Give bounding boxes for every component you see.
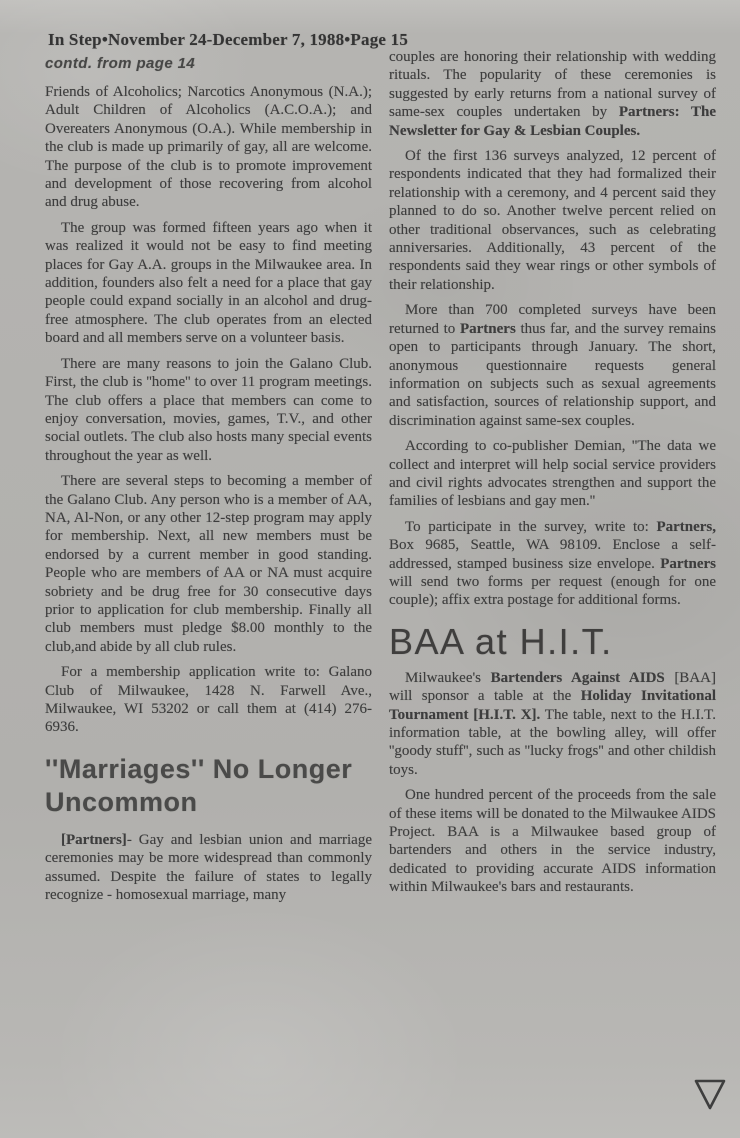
paragraph: More than 700 completed surveys have been returned to Partners thus far, and the survey remains open to participants through January. The short, anonymous questionnaire requests general information on subjects such as sexual agreements and satisfaction, sources of relationship support, and discrimination against same-sex couples. xyxy=(389,302,717,429)
paragraph: Friends of Alcoholics; Narcotics Anonymous (N.A.); Adult Children of Alcoholics (A.C.O.A.); and Overeaters Anonymous (O.A.). While membership in the club is made up primarily of gay, all are welcome. The purpose of the club is to promote improvement and development of those recovering from alcohol and drug abuse. xyxy=(45,84,372,211)
end-of-article-triangle-icon xyxy=(692,1076,728,1112)
paragraph: couples are honoring their relationship with wedding rituals. The popularity of these ceremonies is suggested by early returns from a national survey of same-sex couples undertaken by Partners: The Newsletter for Gay & Lesbian Couples. xyxy=(389,49,716,139)
paragraph: For a membership application write to: Galano Club of Milwaukee, 1428 N. Farwell Ave., Milwaukee, WI 53202 or call them at (414) 276- 6936. xyxy=(45,664,372,736)
paragraph: The group was formed fifteen years ago when it was realized it would not be easy to find meeting places for Gay A.A. groups in the Milwaukee area. In addition, founders also felt a need for a place that gay people could expand socially in an alcohol and drug-free atmosphere. The club operates from an elected board and all members serve on a volunteer basis. xyxy=(45,219,372,347)
marriages-headline: ''Marriages'' No Longer Uncommon xyxy=(45,753,353,817)
baa-headline: BAA at H.I.T. xyxy=(389,620,613,662)
page-header: In Step•November 24-December 7, 1988•Page 15 xyxy=(48,30,409,49)
paragraph: Of the first 136 surveys analyzed, 12 percent of respondents indicated that they had formalized their relationship with a ceremony, and 4 percent said they planned to do so. Another twelve percent relied on other traditional observances, such as celebrating anniversaries. Additionally, 43 percent of the respondents said they wear rings or other symbols of their relationship. xyxy=(389,148,716,293)
right-column xyxy=(389,48,716,904)
paragraph: To participate in the survey, write to: Partners, Box 9685, Seattle, WA 98109. Enclose a self-addressed, stamped business size envelope. Partners will send two forms per request (enough for one couple); affix extra postage for additional forms. xyxy=(389,518,716,609)
paragraph: There are several steps to becoming a member of the Galano Club. Any person who is a member of AA, NA, Al-Non, or any other 12-step program may apply for membership. Next, all new members must be endorsed by a current member in good standing. People who are members of AA or NA must acquire sobriety and be drug free for 30 consecutive days prior to application for club membership. Finally all club members must pledge $8.00 monthly to the club,and abide by all club rules. xyxy=(45,473,372,655)
left-column xyxy=(45,54,372,911)
paragraph: According to co-publisher Demian, ''The data we collect and interpret will help social service providers and civil rights advocates strengthen and support the families of lesbians and gay men.'' xyxy=(389,438,716,510)
paragraph: [Partners]- Gay and lesbian union and marriage ceremonies may be more widespread than commonly assumed. Despite the failure of states to legally recognize - homosexual marriage, many xyxy=(45,831,372,904)
paragraph: One hundred percent of the proceeds from the sale of these items will be donated to the Milwaukee AIDS Project. BAA is a Milwaukee based group of bartenders and others in the service industry, dedicated to providing accurate AIDS information within Milwaukee's bars and restaurants. xyxy=(389,787,716,896)
paragraph: Milwaukee's Bartenders Against AIDS [BAA] will sponsor a table at the Holiday Invitational Tournament [H.I.T. X]. The table, next to the H.I.T. information table, at the bowling alley, will offer ''goody stuff'', such as ''lucky frogs'' and other childish toys. xyxy=(389,669,716,778)
paragraph: There are many reasons to join the Galano Club. First, the club is ''home'' to over 11 program meetings. The club offers a place that members can come to enjoy conversation, movies, games, T.V., and other social outlets. The club also hosts many special events throughout the year as well. xyxy=(45,355,372,464)
continuation-note: contd. from page 14 xyxy=(45,55,196,72)
